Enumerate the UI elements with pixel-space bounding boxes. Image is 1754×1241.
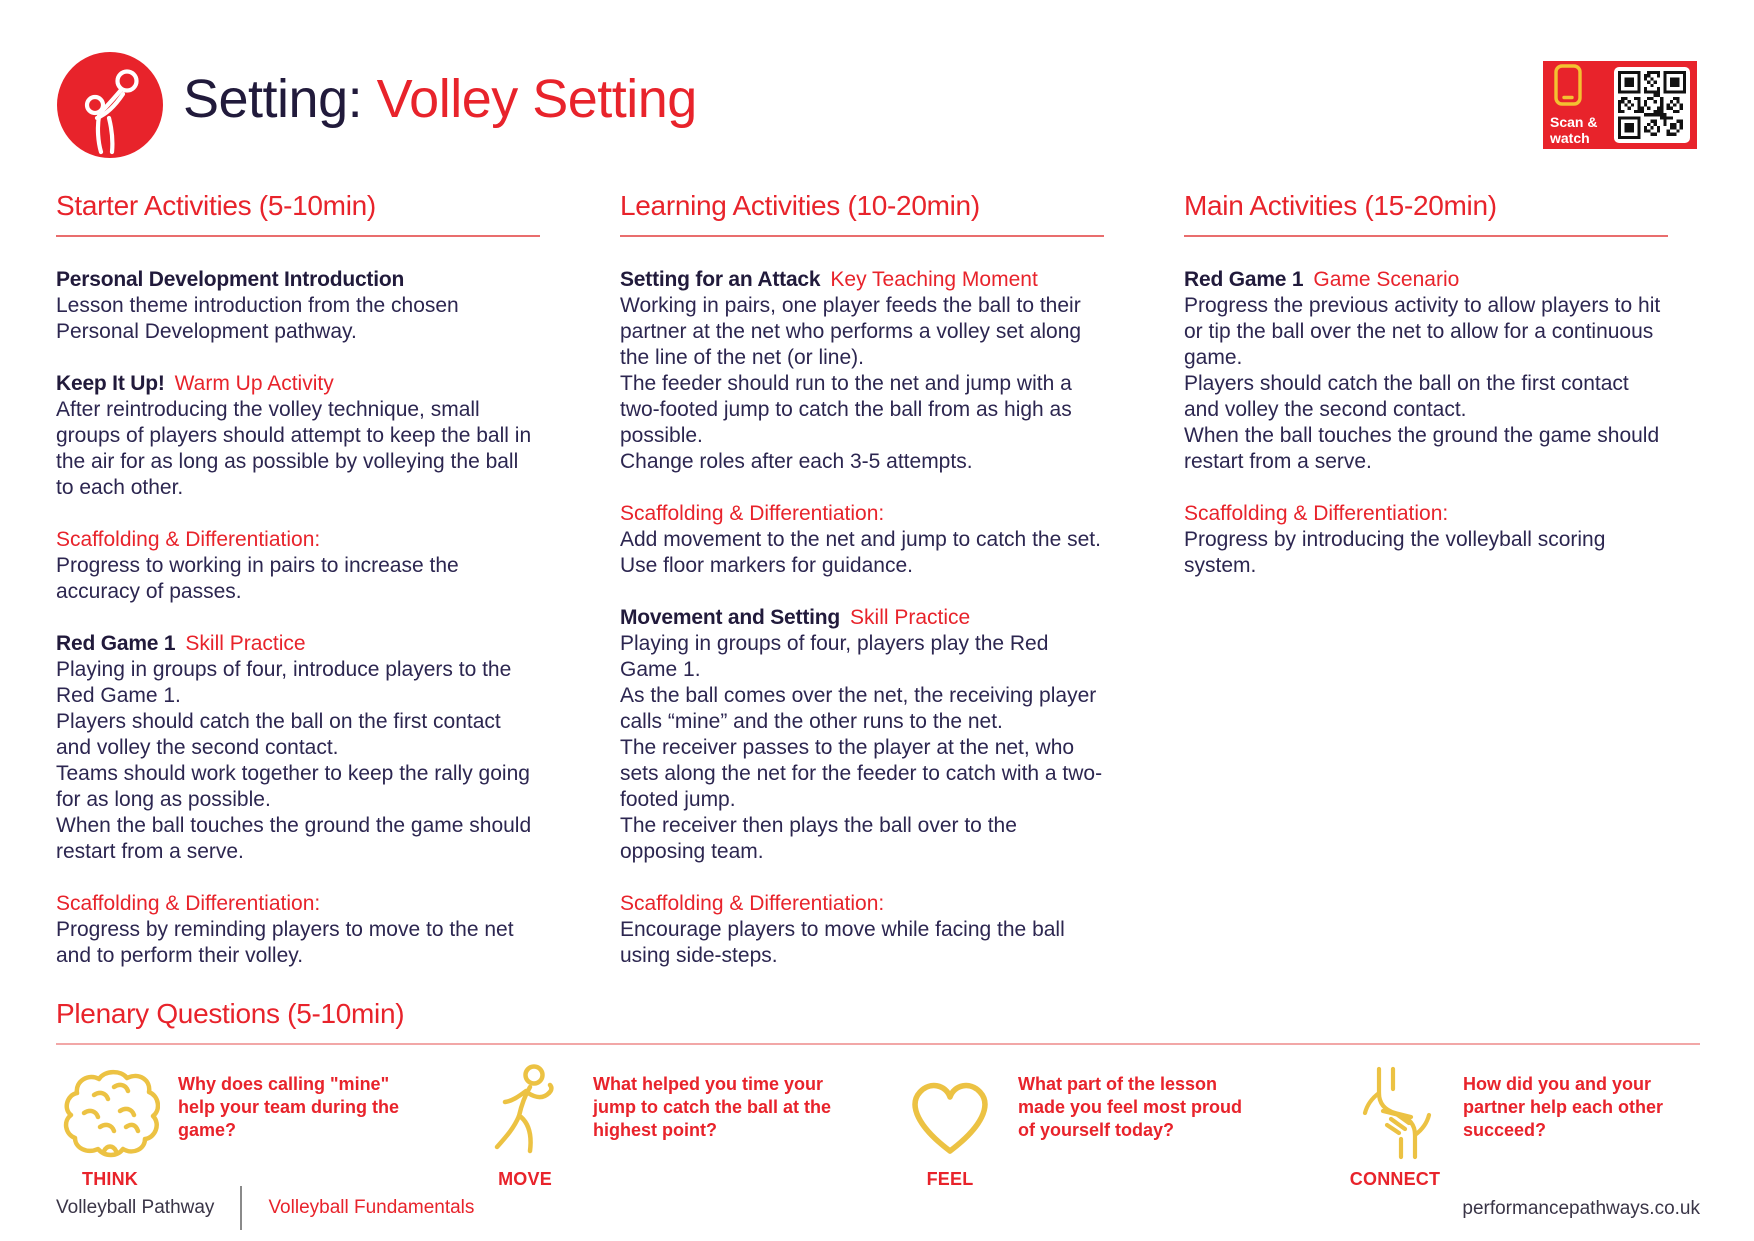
plenary-item-feel bbox=[896, 1067, 1341, 1190]
plenary-icon-group bbox=[471, 1067, 579, 1190]
plenary-icon-group bbox=[896, 1067, 1004, 1190]
scaffolding-section bbox=[56, 527, 540, 605]
section-tag: Key Teaching Moment bbox=[830, 268, 1038, 291]
section-title: Scaffolding & Differentiation: bbox=[620, 892, 885, 915]
scan-and-watch-box bbox=[1543, 61, 1697, 149]
plenary-items bbox=[56, 1067, 1700, 1190]
section-title: Scaffolding & Differentiation: bbox=[1184, 502, 1449, 525]
footer-left bbox=[56, 1185, 474, 1231]
body-line: Progress the previous activity to allow players to hit or tip the ball over the net to allow for a continuous game. bbox=[1184, 294, 1661, 369]
plenary-label: CONNECT bbox=[1349, 1169, 1441, 1189]
section-title: Red Game 1 bbox=[56, 632, 176, 655]
plenary-label: THINK bbox=[82, 1169, 138, 1189]
body-line: When the ball touches the ground the game should restart from a serve. bbox=[56, 814, 532, 863]
scaffolding-section bbox=[56, 891, 540, 969]
plenary-question: What helped you time your jump to catch the ball at the highest point? bbox=[593, 1074, 832, 1140]
column-heading: Main Activities (15-20min) bbox=[1184, 190, 1668, 237]
footer-fundamentals-label: Volleyball Fundamentals bbox=[268, 1197, 475, 1218]
section-title-line bbox=[620, 501, 1104, 527]
plenary-item-connect bbox=[1341, 1067, 1700, 1190]
plenary-icon-group bbox=[1341, 1067, 1449, 1190]
section-title-line bbox=[56, 527, 540, 553]
footer-website: performancepathways.co.uk bbox=[1462, 1198, 1700, 1219]
scan-line-2: watch bbox=[1550, 130, 1590, 146]
scan-label-group bbox=[1550, 64, 1612, 146]
scan-watch-label bbox=[1550, 114, 1597, 146]
brain-icon bbox=[60, 1067, 160, 1159]
body-line: Add movement to the net and jump to catch the set. Use floor markers for guidance. bbox=[620, 528, 1101, 577]
page-title-prefix: Setting: bbox=[183, 69, 377, 129]
scaffolding-section bbox=[620, 891, 1104, 969]
section-title-line bbox=[56, 891, 540, 917]
section-title-line bbox=[56, 631, 540, 657]
activity-section bbox=[620, 267, 1104, 475]
section-title-line bbox=[56, 267, 540, 293]
activity-column-1 bbox=[56, 190, 540, 995]
section-title: Scaffolding & Differentiation: bbox=[56, 892, 321, 915]
activity-section bbox=[56, 371, 540, 501]
section-title-line bbox=[1184, 501, 1668, 527]
body-line: Players should catch the ball on the first contact and volley the second contact. bbox=[1184, 372, 1629, 421]
section-title-line bbox=[56, 371, 540, 397]
activity-column-3 bbox=[1184, 190, 1668, 995]
scaffolding-section bbox=[620, 501, 1104, 579]
section-tag: Skill Practice bbox=[185, 632, 306, 655]
plenary-label: MOVE bbox=[498, 1169, 552, 1189]
section-title: Movement and Setting bbox=[620, 606, 841, 629]
plenary-label: FEEL bbox=[926, 1169, 974, 1189]
activity-columns bbox=[56, 190, 1668, 995]
body-line: Encourage players to move while facing the ball using side-steps. bbox=[620, 918, 1065, 967]
body-line: Playing in groups of four, introduce players to the Red Game 1. bbox=[56, 658, 512, 707]
volley-player-icon bbox=[57, 52, 163, 158]
plenary-section bbox=[56, 998, 1700, 1190]
phone-icon bbox=[1554, 64, 1582, 111]
activity-section bbox=[56, 631, 540, 865]
scaffolding-section bbox=[1184, 501, 1668, 579]
page-title-highlight: Volley Setting bbox=[376, 69, 697, 129]
body-line: Progress by reminding players to move to the net and to perform their volley. bbox=[56, 918, 514, 967]
plenary-question: What part of the lesson made you feel most proud of yourself today? bbox=[1018, 1074, 1243, 1140]
section-tag: Skill Practice bbox=[850, 606, 971, 629]
section-title: Personal Development Introduction bbox=[56, 268, 405, 291]
plenary-item-move bbox=[471, 1067, 896, 1190]
plenary-question: How did you and your partner help each other succeed? bbox=[1463, 1074, 1664, 1140]
plenary-question: Why does calling "mine" help your team during the game? bbox=[178, 1074, 400, 1140]
section-tag: Game Scenario bbox=[1313, 268, 1460, 291]
section-title-line bbox=[1184, 267, 1668, 293]
section-title-line bbox=[620, 891, 1104, 917]
plenary-icon-group bbox=[56, 1067, 164, 1190]
scan-line-1: Scan & bbox=[1550, 114, 1598, 130]
body-line: As the ball comes over the net, the receiving player calls “mine” and the other runs to the net. bbox=[620, 684, 1097, 733]
body-line: After reintroducing the volley technique, small groups of players should attempt to keep the ball in the air for as long as possible by volleying the ball to each other. bbox=[56, 398, 532, 499]
activity-section bbox=[620, 605, 1104, 865]
body-line: Playing in groups of four, players play the Red Game 1. bbox=[620, 632, 1049, 681]
runner-icon bbox=[488, 1067, 562, 1159]
activity-column-2 bbox=[620, 190, 1104, 995]
body-line: The receiver then plays the ball over to the opposing team. bbox=[620, 814, 1017, 863]
section-title: Setting for an Attack bbox=[620, 268, 821, 291]
column-heading: Starter Activities (5-10min) bbox=[56, 190, 540, 237]
activity-section bbox=[1184, 267, 1668, 475]
section-title: Keep It Up! bbox=[56, 372, 165, 395]
plenary-item-think bbox=[56, 1067, 471, 1190]
activity-section bbox=[56, 267, 540, 345]
plenary-heading: Plenary Questions (5-10min) bbox=[56, 998, 1700, 1045]
body-line: Lesson theme introduction from the chosen Personal Development pathway. bbox=[56, 294, 459, 343]
section-title-line bbox=[620, 267, 1104, 293]
footer-divider bbox=[240, 1186, 242, 1230]
hands-icon bbox=[1349, 1067, 1441, 1159]
body-line: Working in pairs, one player feeds the ball to their partner at the net who performs a volley set along the line of the net (or line). bbox=[620, 294, 1082, 369]
qr-code bbox=[1614, 67, 1690, 143]
page-title bbox=[183, 68, 697, 130]
column-heading: Learning Activities (10-20min) bbox=[620, 190, 1104, 237]
body-line: Change roles after each 3-5 attempts. bbox=[620, 450, 973, 473]
body-line: The receiver passes to the player at the net, who sets along the net for the feeder to catch with a two-footed jump. bbox=[620, 736, 1103, 811]
body-line: Progress to working in pairs to increase the accuracy of passes. bbox=[56, 554, 459, 603]
heart-icon bbox=[902, 1067, 998, 1159]
section-title-line bbox=[620, 605, 1104, 631]
body-line: Teams should work together to keep the rally going for as long as possible. bbox=[56, 762, 530, 811]
body-line: Progress by introducing the volleyball scoring system. bbox=[1184, 528, 1606, 577]
body-line: When the ball touches the ground the game should restart from a serve. bbox=[1184, 424, 1660, 473]
footer-pathway-label: Volleyball Pathway bbox=[56, 1197, 215, 1218]
body-line: The feeder should run to the net and jump with a two-footed jump to catch the ball from as high as possible. bbox=[620, 372, 1072, 447]
section-title: Scaffolding & Differentiation: bbox=[620, 502, 885, 525]
section-title: Red Game 1 bbox=[1184, 268, 1304, 291]
body-line: Players should catch the ball on the first contact and volley the second contact. bbox=[56, 710, 501, 759]
section-title: Scaffolding & Differentiation: bbox=[56, 528, 321, 551]
section-tag: Warm Up Activity bbox=[174, 372, 334, 395]
